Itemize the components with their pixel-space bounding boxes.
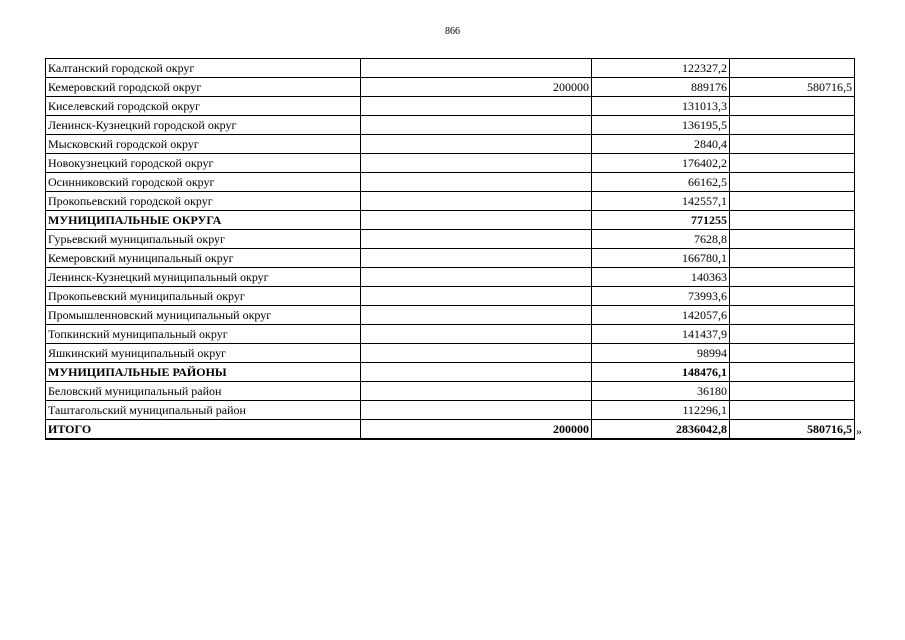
row-value-b-cell: 2836042,8 — [592, 420, 730, 440]
row-value-a-cell — [361, 344, 592, 363]
row-name-cell: Новокузнецкий городской округ — [46, 154, 361, 173]
row-value-c-cell — [730, 401, 855, 420]
table-row — [46, 287, 855, 306]
row-value-c-cell — [730, 59, 855, 78]
row-value-b-cell: 7628,8 — [592, 230, 730, 249]
row-name-cell: Киселевский городской округ — [46, 97, 361, 116]
row-value-b-cell: 166780,1 — [592, 249, 730, 268]
row-name-cell: Гурьевский муниципальный округ — [46, 230, 361, 249]
row-name-cell: Осинниковский городской округ — [46, 173, 361, 192]
row-name-cell: Беловский муниципальный район — [46, 382, 361, 401]
row-name-cell: Ленинск-Кузнецкий муниципальный округ — [46, 268, 361, 287]
row-value-a-cell — [361, 401, 592, 420]
row-value-b-cell: 142057,6 — [592, 306, 730, 325]
budget-table — [45, 58, 855, 440]
row-value-c-cell — [730, 382, 855, 401]
row-name-cell: МУНИЦИПАЛЬНЫЕ ОКРУГА — [46, 211, 361, 230]
table-row — [46, 401, 855, 420]
row-value-a-cell — [361, 135, 592, 154]
row-value-c-cell — [730, 173, 855, 192]
row-value-b-cell: 889176 — [592, 78, 730, 97]
row-name-cell: МУНИЦИПАЛЬНЫЕ РАЙОНЫ — [46, 363, 361, 382]
table-row — [46, 135, 855, 154]
table-row — [46, 192, 855, 211]
table-row — [46, 325, 855, 344]
row-value-a-cell — [361, 325, 592, 344]
closing-quote: » — [856, 424, 862, 438]
table-row — [46, 154, 855, 173]
table-row — [46, 344, 855, 363]
section-header-row — [46, 211, 855, 230]
row-value-b-cell: 112296,1 — [592, 401, 730, 420]
row-value-c-cell: 580716,5 — [730, 420, 855, 440]
row-name-cell: Промышленновский муниципальный округ — [46, 306, 361, 325]
row-value-c-cell — [730, 116, 855, 135]
row-name-cell: Яшкинский муниципальный округ — [46, 344, 361, 363]
table-row — [46, 382, 855, 401]
row-value-a-cell: 200000 — [361, 420, 592, 440]
row-value-b-cell: 131013,3 — [592, 97, 730, 116]
row-value-a-cell — [361, 230, 592, 249]
table-row — [46, 78, 855, 97]
row-name-cell: Прокопьевский городской округ — [46, 192, 361, 211]
table-row — [46, 116, 855, 135]
row-name-cell: Таштагольский муниципальный район — [46, 401, 361, 420]
row-value-c-cell — [730, 154, 855, 173]
row-value-c-cell — [730, 230, 855, 249]
row-value-b-cell: 2840,4 — [592, 135, 730, 154]
row-value-a-cell — [361, 116, 592, 135]
row-name-cell: Мысковский городской округ — [46, 135, 361, 154]
row-value-a-cell — [361, 268, 592, 287]
total-row — [46, 420, 855, 440]
row-value-a-cell — [361, 97, 592, 116]
row-value-b-cell: 142557,1 — [592, 192, 730, 211]
row-value-a-cell — [361, 306, 592, 325]
row-value-b-cell: 176402,2 — [592, 154, 730, 173]
table-row — [46, 59, 855, 78]
page-number: 866 — [445, 26, 460, 37]
row-name-cell: Топкинский муниципальный округ — [46, 325, 361, 344]
row-value-c-cell: 580716,5 — [730, 78, 855, 97]
row-value-c-cell — [730, 287, 855, 306]
budget-table-body — [46, 59, 855, 440]
row-value-a-cell — [361, 173, 592, 192]
row-value-b-cell: 141437,9 — [592, 325, 730, 344]
table-row — [46, 249, 855, 268]
row-value-a-cell — [361, 59, 592, 78]
row-value-b-cell: 148476,1 — [592, 363, 730, 382]
row-value-b-cell: 771255 — [592, 211, 730, 230]
row-value-c-cell — [730, 268, 855, 287]
row-value-b-cell: 140363 — [592, 268, 730, 287]
row-value-b-cell: 122327,2 — [592, 59, 730, 78]
row-value-b-cell: 36180 — [592, 382, 730, 401]
row-value-c-cell — [730, 97, 855, 116]
table-row — [46, 173, 855, 192]
row-value-a-cell — [361, 363, 592, 382]
row-value-a-cell — [361, 154, 592, 173]
table-row — [46, 306, 855, 325]
row-value-a-cell — [361, 249, 592, 268]
row-value-b-cell: 136195,5 — [592, 116, 730, 135]
row-value-c-cell — [730, 325, 855, 344]
table-row — [46, 268, 855, 287]
row-name-cell: Кемеровский городской округ — [46, 78, 361, 97]
row-value-a-cell — [361, 192, 592, 211]
row-name-cell: Кемеровский муниципальный округ — [46, 249, 361, 268]
table-row — [46, 97, 855, 116]
row-value-c-cell — [730, 249, 855, 268]
section-header-row — [46, 363, 855, 382]
row-value-b-cell: 73993,6 — [592, 287, 730, 306]
row-value-c-cell — [730, 363, 855, 382]
row-value-c-cell — [730, 211, 855, 230]
row-name-cell: ИТОГО — [46, 420, 361, 440]
row-value-c-cell — [730, 192, 855, 211]
table-row — [46, 230, 855, 249]
row-value-a-cell — [361, 287, 592, 306]
row-value-a-cell — [361, 382, 592, 401]
row-value-b-cell: 98994 — [592, 344, 730, 363]
row-value-a-cell: 200000 — [361, 78, 592, 97]
row-value-a-cell — [361, 211, 592, 230]
row-name-cell: Прокопьевский муниципальный округ — [46, 287, 361, 306]
row-value-c-cell — [730, 306, 855, 325]
row-value-c-cell — [730, 135, 855, 154]
row-name-cell: Ленинск-Кузнецкий городской округ — [46, 116, 361, 135]
row-name-cell: Калтанский городской округ — [46, 59, 361, 78]
row-value-c-cell — [730, 344, 855, 363]
row-value-b-cell: 66162,5 — [592, 173, 730, 192]
